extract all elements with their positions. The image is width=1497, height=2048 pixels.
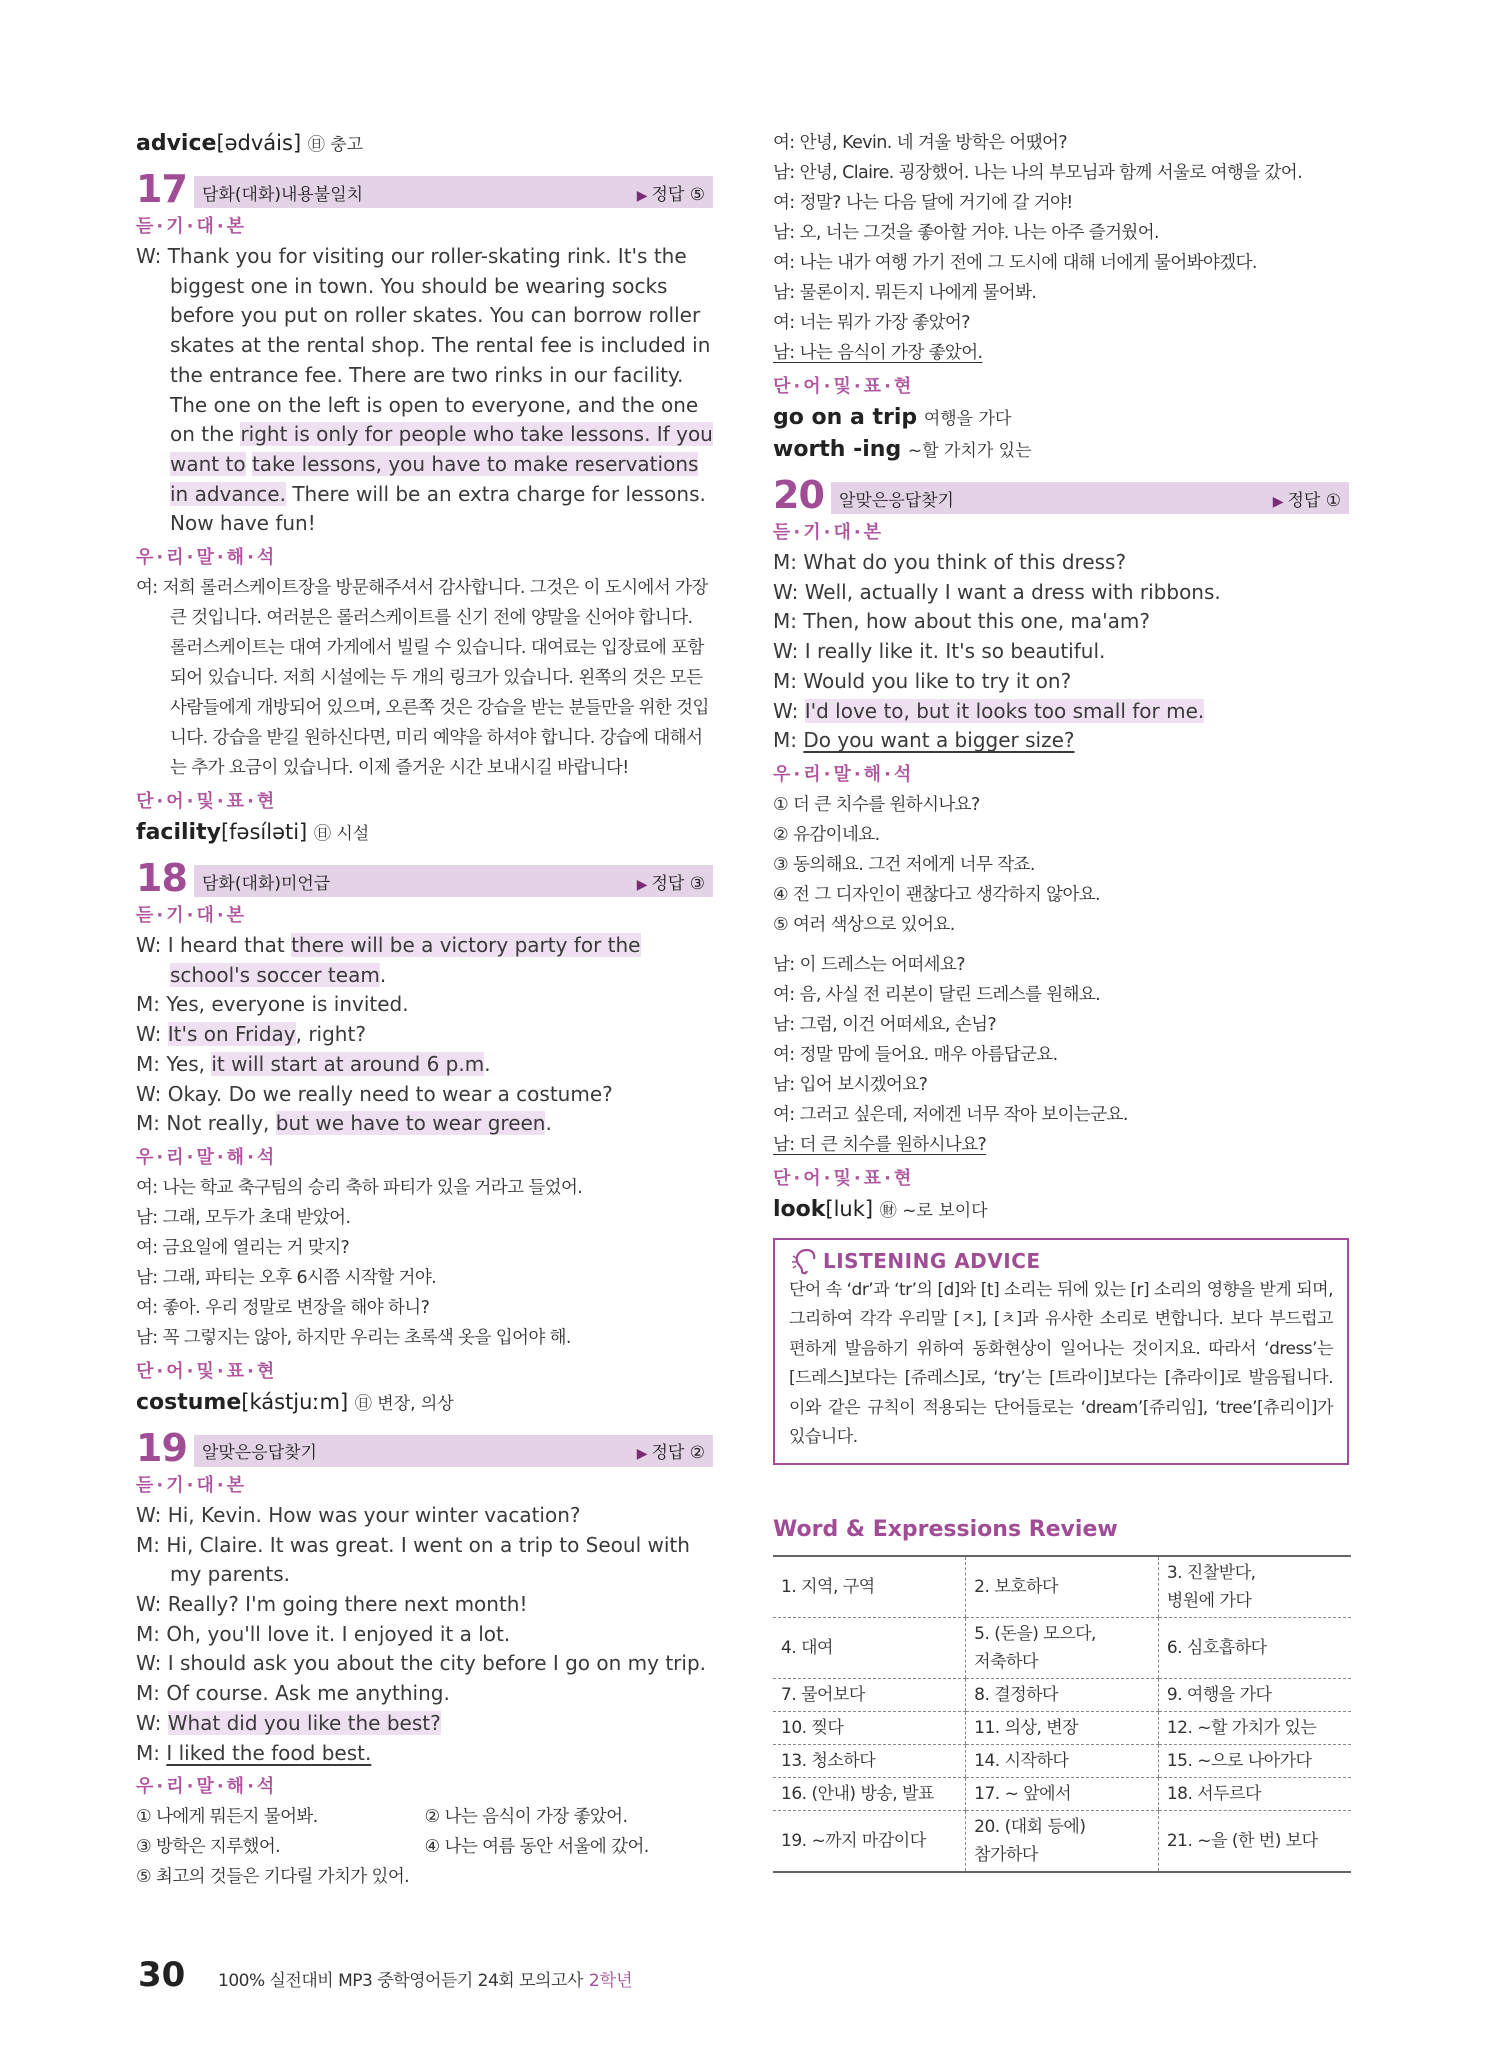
section-heading: 듣·기·대·본 (136, 216, 248, 237)
review-cell: 20. (대회 등에) 참가하다 (966, 1810, 1159, 1872)
review-cell: 10. 찢다 (773, 1711, 966, 1744)
question-type-bar (831, 482, 1349, 514)
script-line: W: What did you like the best? (136, 1710, 441, 1735)
translation-18: 여: 나는 학교 축구팀의 승리 축하 파티가 있을 거라고 들었어. 남: 그래, 모두가 초대 받았어. 여: 금요일에 열리는 거 맞지? 남: 그래, 파티는 오후 6시쯤 시작할 거야. 여: 좋아. 우리 정말로 변장을 해야 하니? 남: 꼭 그렇지는 않아, 하지만 우리는 초록색 옷을 입어야 해. (136, 1177, 583, 1348)
book-title: 100% 실전대비 MP3 중학영어듣기 24회 모의고사 (218, 1971, 583, 1991)
review-title: Word & Expressions Review (773, 1516, 1118, 1542)
section-heading: 우·리·말·해·석 (136, 1776, 278, 1798)
review-row (773, 1777, 1351, 1810)
script-line: M: Not really, but we have to wear green. (136, 1111, 552, 1136)
answer-label: ▶ 정답 ② (636, 1443, 705, 1464)
review-cell: 13. 청소하다 (773, 1744, 966, 1777)
review-row (773, 1810, 1351, 1872)
answer-label: ▶ 정답 ⑤ (636, 184, 705, 205)
review-row (773, 1744, 1351, 1777)
question-type-bar (194, 865, 713, 897)
options-20 (773, 790, 1349, 940)
option: ③ 방학은 지루했어. (136, 1837, 281, 1858)
script-line: W: It's on Friday, right? (136, 1022, 366, 1047)
section-heading: 단·어·및·표·현 (773, 1167, 915, 1189)
review-cell: 14. 시작하다 (966, 1744, 1159, 1777)
question-type: 알맞은응답찾기 (839, 490, 954, 511)
script-line: W: Thank you for visiting our roller-skating rink. It's the biggest one in town. You should be wearing socks before you put on roller skates. You can borrow roller skates at the rental shop. The rental fee is included in the entrance fee. There are two rinks in our facility. The one on the left is open to everyone, and the one on the right is only for people who take lessons. If you want to take lessons, you have to make reservations in advance. There will be an extra charge for lessons. Now have fun! (136, 244, 713, 536)
advice-title: LISTENING ADVICE (823, 1248, 1041, 1273)
question-type: 알맞은응답찾기 (202, 1443, 317, 1464)
script-line: W: Well, actually I want a dress with ribbons. (773, 579, 1221, 604)
review-cell: 6. 심호흡하다 (1158, 1617, 1351, 1678)
script-line: W: I heard that there will be a victory party for the school's soccer team. (136, 933, 641, 987)
word-entry-advice: advice[ədváis] ㊐ 충고 (136, 131, 364, 156)
option: ① 더 큰 치수를 원하시나요? (773, 794, 980, 815)
grade-label: 2학년 (588, 1971, 633, 1991)
section-heading: 듣·기·대·본 (773, 522, 885, 543)
triangle-icon: ▶ (636, 187, 648, 204)
listening-advice-box (773, 1238, 1349, 1465)
question-number: 18 (136, 856, 187, 901)
option: ④ 나는 여름 동안 서울에 갔어. (424, 1837, 649, 1858)
script-line: M: Do you want a bigger size? (773, 728, 1075, 753)
section-heading: 단·어·및·표·현 (136, 791, 278, 813)
script-line: M: Yes, it will start at around 6 p.m. (136, 1051, 491, 1076)
review-cell: 19. ~까지 마감이다 (773, 1810, 966, 1872)
option: ③ 동의해요. 그건 저에게 너무 작죠. (773, 854, 1035, 875)
review-cell: 18. 서두르다 (1158, 1777, 1351, 1810)
section-heading: 우·리·말·해·석 (136, 1146, 278, 1168)
word-entry: facility[fəsíləti] ㊐ 시설 (136, 820, 370, 846)
answer-label: ▶ 정답 ① (1272, 490, 1341, 511)
script-line: M: Oh, you'll love it. I enjoyed it a lot. (136, 1621, 511, 1646)
review-table (773, 1555, 1351, 1873)
script-line: W: Really? I'm going there next month! (136, 1592, 528, 1617)
review-cell: 7. 물어보다 (773, 1678, 966, 1711)
script-line: M: Then, how about this one, ma'am? (773, 609, 1151, 634)
review-row (773, 1556, 1351, 1618)
review-cell: 15. ~으로 나아가다 (1158, 1744, 1351, 1777)
script-line: M: Of course. Ask me anything. (136, 1681, 450, 1706)
review-row (773, 1617, 1351, 1678)
script-line: W: Hi, Kevin. How was your winter vacation? (136, 1502, 581, 1527)
left-column (136, 128, 713, 1892)
option: ① 나에게 뭐든지 물어봐. (136, 1807, 318, 1828)
question-header-20 (773, 473, 1349, 517)
script-line: M: Hi, Claire. It was great. I went on a trip to Seoul with my parents. (136, 1532, 690, 1587)
script-17 (136, 242, 713, 539)
review-cell: 16. (안내) 방송, 발표 (773, 1777, 966, 1810)
option: ② 유감이네요. (773, 824, 880, 845)
option: ④ 전 그 디자인이 괜찮다고 생각하지 않아요. (773, 884, 1101, 905)
review-cell: 8. 결정하다 (966, 1678, 1159, 1711)
question-header-17 (136, 167, 713, 211)
word-entry: worth -ing ~할 가치가 있는 (773, 437, 1032, 462)
script-line: M: I liked the food best. (136, 1740, 372, 1765)
translation-19: 여: 안녕, Kevin. 네 겨울 방학은 어땠어? 남: 안녕, Claire. 굉장했어. 나는 나의 부모님과 함께 서울로 여행을 갔어. 여: 정말? 나는 다음 달에 거기에 갈 거야! 남: 오, 너는 그것을 좋아할 거야. 나는 아주 즐거웠어. 여: 나는 내가 여행 가기 전에 그 도시에 대해 너에게 물어봐야겠다. 남: 물론이지. 뭐든지 나에게 물어봐. 여: 너는 뭐가 가장 좋았어? 남: 나는 음식이 가장 좋았어. (773, 133, 1303, 363)
word-entry: look[luk] ㊖ ~로 보이다 (773, 1196, 988, 1222)
script-line: M: What do you think of this dress? (773, 550, 1127, 574)
translation-20: 남: 이 드레스는 어떠세요? 여: 음, 사실 전 리본이 달린 드레스를 원해요. 남: 그럼, 이건 어떠세요, 손님? 여: 정말 맘에 들어요. 매우 아름답군요. 남: 입어 보시겠어요? 여: 그러고 싶은데, 저에겐 너무 작아 보이는군요. 남: 더 큰 치수를 원하시나요? (773, 954, 1128, 1155)
review-cell: 1. 지역, 구역 (773, 1556, 966, 1618)
review-cell: 3. 진찰받다, 병원에 가다 (1158, 1556, 1351, 1618)
script-20 (773, 548, 1349, 756)
options-19 (136, 1802, 713, 1892)
question-header-18 (136, 856, 713, 901)
page-number: 30 (138, 1955, 186, 1995)
script-line: W: Okay. Do we really need to wear a costume? (136, 1081, 613, 1106)
review-row (773, 1678, 1351, 1711)
section-heading: 우·리·말·해·석 (136, 547, 278, 569)
script-line: W: I'd love to, but it looks too small for me. (773, 698, 1205, 723)
review-cell: 9. 여행을 가다 (1158, 1678, 1351, 1711)
section-heading: 우·리·말·해·석 (773, 763, 915, 785)
triangle-icon: ▶ (1272, 493, 1284, 510)
section-heading: 단·어·및·표·현 (773, 376, 915, 397)
review-cell: 17. ~ 앞에서 (966, 1777, 1159, 1810)
section-heading: 단·어·및·표·현 (136, 1360, 278, 1382)
review-cell: 11. 의상, 변장 (966, 1711, 1159, 1744)
script-18 (136, 931, 713, 1139)
review-cell: 4. 대여 (773, 1617, 966, 1678)
question-type-bar (194, 1435, 713, 1467)
right-column (773, 128, 1349, 1873)
question-type: 담화(대화)미언급 (202, 873, 331, 894)
script-line: W: I really like it. It's so beautiful. (773, 639, 1106, 664)
option: ⑤ 여러 색상으로 있어요. (773, 914, 955, 935)
question-header-19 (136, 1425, 713, 1470)
script-line: W: I should ask you about the city before I go on my trip. (136, 1651, 707, 1676)
section-heading: 듣·기·대·본 (136, 905, 248, 927)
word-entry: go on a trip 여행을 가다 (773, 405, 1012, 430)
review-row (773, 1711, 1351, 1744)
script-19 (136, 1501, 713, 1768)
script-line: M: Yes, everyone is invited. (136, 992, 409, 1017)
review-cell: 2. 보호하다 (966, 1556, 1159, 1618)
review-cell: 12. ~할 가치가 있는 (1158, 1711, 1351, 1744)
advice-text: 단어 속 ‘dr’과 ‘tr’의 [d]와 [t] 소리는 뒤에 있는 [r] 소리의 영향을 받게 되며, 그리하여 각각 우리말 [ㅈ], [ㅊ]과 유사한 소리로 변합니다. 보다 부드럽고 편하게 발음하기 위하여 동화현상이 일어나는 것이지요. 따라서 ‘dress’는 [드레스]보다는 [쥬레스]로, ‘try’는 [트라이]보다는 [츄라이]로 발음됩니다. 이와 같은 규칙이 적용되는 단어들로는 ‘dream’[쥬리임], ‘tree’[츄리이]가 있습니다. (789, 1279, 1333, 1448)
question-type-bar (194, 176, 713, 208)
triangle-icon: ▶ (636, 1446, 648, 1463)
page-footer (138, 1955, 633, 1995)
option: ② 나는 음식이 가장 좋았어. (424, 1807, 628, 1828)
option: ⑤ 최고의 것들은 기다릴 가치가 있어. (136, 1867, 410, 1888)
word-entry: costume[kástjuːm] ㊐ 변장, 의상 (136, 1389, 454, 1415)
script-line: M: Would you like to try it on? (773, 668, 1072, 693)
triangle-icon: ▶ (636, 876, 648, 893)
review-cell: 21. ~을 (한 번) 보다 (1158, 1810, 1351, 1872)
translation-17: 여: 저희 롤러스케이트장을 방문해주셔서 감사합니다. 그것은 이 도시에서 가장 큰 것입니다. 여러분은 롤러스케이트를 신기 전에 양말을 신어야 합니다. 롤러스케이트는 대여 가게에서 빌릴 수 있습니다. 대여료는 입장료에 포함되어 있습니다. 저희 시설에는 두 개의 링크가 있습니다. 왼쪽의 것은 모든 사람들에게 개방되어 있으며, 오른쪽 것은 강습을 받는 분들만을 위한 것입니다. 강습을 받길 원하신다면, 미리 예약을 하셔야 합니다. 강습에 대해서는 추가 요금이 있습니다. 이제 즐거운 시간 보내시길 바랍니다! (136, 578, 709, 779)
ear-icon (789, 1246, 819, 1276)
section-heading: 듣·기·대·본 (136, 1474, 248, 1496)
question-type: 담화(대화)내용불일치 (202, 184, 364, 205)
question-number: 19 (136, 1425, 187, 1470)
answer-label: ▶ 정답 ③ (636, 873, 705, 894)
question-number: 20 (773, 473, 824, 517)
review-cell: 5. (돈을) 모으다, 저축하다 (966, 1617, 1159, 1678)
question-number: 17 (136, 167, 187, 211)
